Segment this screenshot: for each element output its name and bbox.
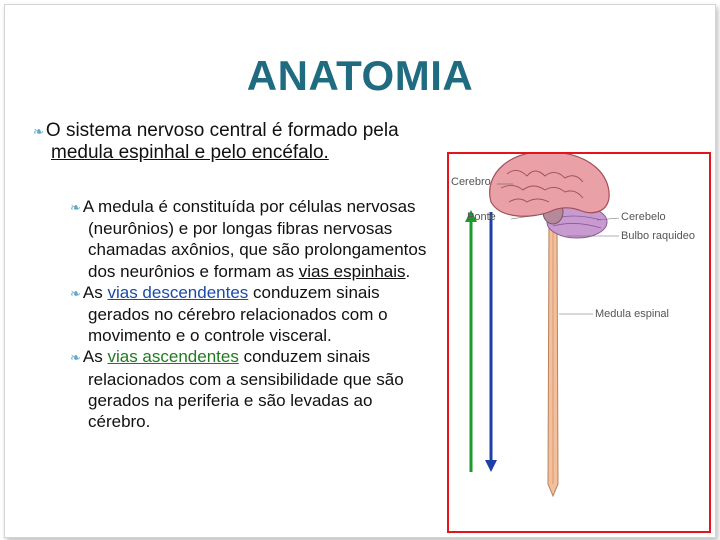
brain-shape [490, 154, 609, 216]
blue-arrow-down [485, 212, 497, 472]
main-bullet-underlined: medula espinhal e pelo encéfalo. [51, 142, 329, 163]
label-cerebro: Cerebro [451, 176, 491, 188]
sub-bullet-text: A medula é constituída por células nervosas (neurônios) e por longas fibras nervosas chamadas axônios, que são prolongamentos dos neurônios e formam as [82, 197, 427, 281]
flourish-bullet-icon: ❧ [70, 200, 81, 215]
green-arrow-up [465, 210, 477, 472]
label-cerebelo: Cerebelo [621, 211, 666, 223]
flourish-bullet-icon: ❧ [70, 285, 81, 301]
label-bulbo-raquideo: Bulbo raquideo [621, 230, 696, 242]
sub-bullet-text-end: . [405, 261, 411, 281]
vias-descendentes-link[interactable]: vias descendentes [107, 282, 249, 302]
sub-bullet-text: As [82, 282, 108, 302]
slide-title: ANATOMIA [246, 52, 474, 99]
sub-bullet-ascendentes [70, 346, 430, 432]
flourish-bullet-icon: ❧ [33, 124, 44, 139]
sub-bullet-text-end: conduzem sinais gerados no cérebro relacionados com o movimento e o controle visceral. [88, 282, 388, 346]
nervous-system-figure [447, 152, 711, 533]
sub-bullet-list [70, 196, 430, 432]
label-medula-espinal: Medula espinal [595, 308, 669, 320]
main-bullet [33, 120, 433, 163]
vias-ascendentes-link[interactable]: vias ascendentes [107, 347, 239, 367]
sub-bullet-text: As [82, 347, 108, 367]
flourish-bullet-icon: ❧ [70, 350, 81, 366]
label-ponte: Ponte [467, 211, 496, 223]
vias-espinhais-link[interactable]: vias espinhais [298, 261, 406, 281]
sub-bullet-text-end: conduzem sinais relacionados com a sensibilidade que são gerados na periferia e são levadas ao cérebro. [88, 347, 404, 432]
sub-bullet-descendentes [70, 282, 430, 347]
sub-bullet-medula [70, 196, 430, 282]
main-bullet-text: O sistema nervoso central é formado pela [45, 120, 399, 141]
